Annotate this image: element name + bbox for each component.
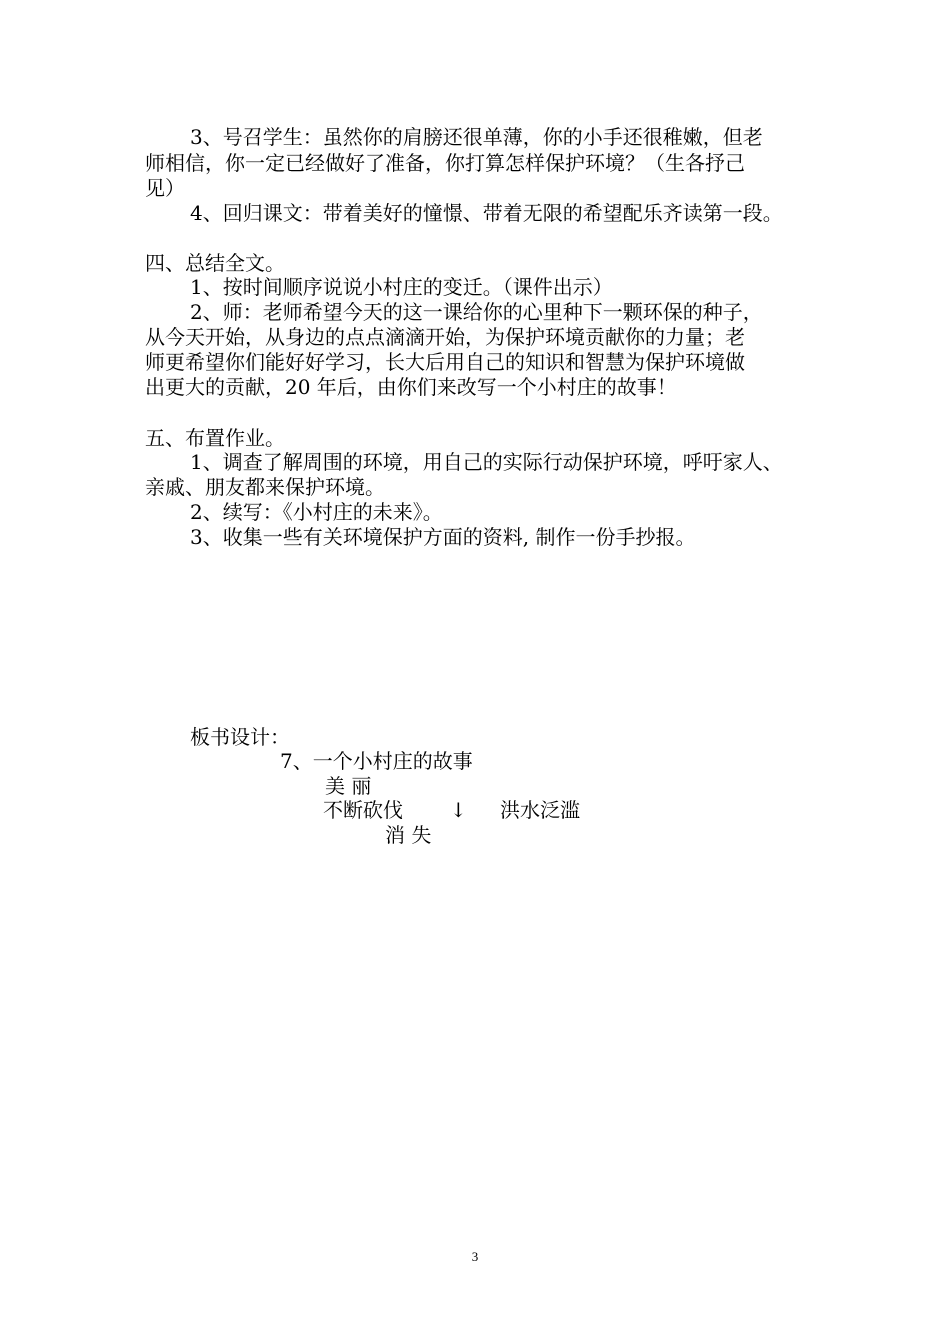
section4-item2-line2: 从今天开始，从身边的点点滴滴开始，为保护环境贡献你的力量；老 (145, 325, 745, 349)
section5-item2: 2、续写：《小村庄的未来》。 (190, 500, 443, 524)
board-bottom: 消 失 (385, 823, 432, 847)
board-title: 7、一个小村庄的故事 (280, 749, 473, 773)
down-arrow-icon: ↓ (450, 798, 467, 822)
board-left: 不断砍伐 (323, 798, 403, 822)
board-label: 板书设计： (190, 725, 290, 749)
section4-item1: 1、按时间顺序说说小村庄的变迁。（课件出示） (190, 275, 613, 299)
section5-item1-line2: 亲戚、朋友都来保护环境。 (145, 475, 385, 499)
section5-item1-line1: 1、调查了解周围的环境，用自己的实际行动保护环境，呼吁家人、 (190, 450, 783, 474)
section5-heading: 五、布置作业。 (145, 426, 285, 450)
section4-item2-line1: 2、师：老师希望今天的这一课给你的心里种下一颗环保的种子， (190, 300, 763, 324)
section4-item2-line3: 师更希望你们能好好学习，长大后用自己的知识和智慧为保护环境做 (145, 350, 745, 374)
item3-line2: 师相信，你一定已经做好了准备，你打算怎样保护环境？（生各抒己 (145, 151, 745, 175)
item3-line1: 3、号召学生：虽然你的肩膀还很单薄，你的小手还很稚嫩，但老 (190, 125, 763, 149)
item4-line: 4、回归课文：带着美好的憧憬、带着无限的希望配乐齐读第一段。 (190, 201, 783, 225)
page-number: 3 (471, 1249, 479, 1264)
section4-item2-line4: 出更大的贡献，20 年后，由你们来改写一个小村庄的故事！ (145, 375, 677, 399)
board-top: 美 丽 (325, 774, 372, 798)
item3-line3: 见） (145, 176, 185, 200)
board-right: 洪水泛滥 (500, 798, 580, 822)
section4-heading: 四、总结全文。 (145, 251, 285, 275)
section5-item3: 3、收集一些有关环境保护方面的资料, 制作一份手抄报。 (190, 525, 696, 549)
